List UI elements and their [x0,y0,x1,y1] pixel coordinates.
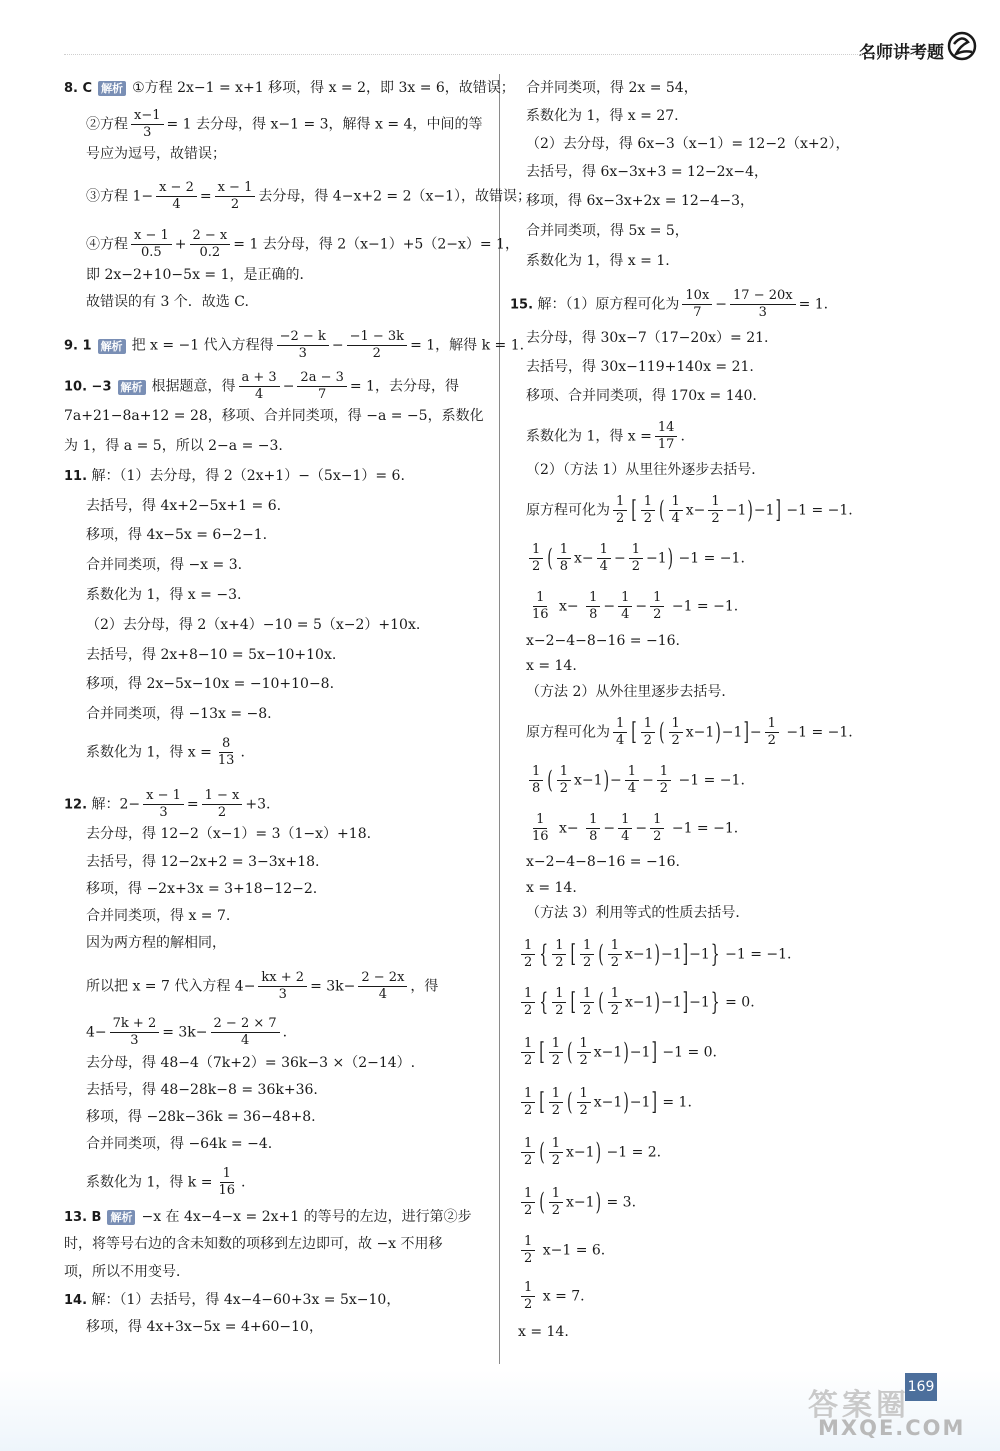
q15-text: x = 7. [542,1288,585,1305]
analysis-tag: 解析 [118,380,146,395]
fraction: $\frac{1}{2}$ [613,494,627,527]
numerator: x − 2 [156,180,197,197]
fraction [211,1016,280,1049]
q15-line-2: 去分母，得 30x−7（17−20x）= 21. [526,330,769,346]
fraction [730,288,796,321]
fraction [215,736,238,769]
denominator: 4 [172,197,181,212]
q10-text: − [282,378,295,395]
q14-number: 14. [64,1293,88,1308]
q12-text: = 3k− [310,978,356,995]
q11-line-3: 移项，得 4x−5x = 6−2−1. [86,527,268,543]
fraction: $\frac{1}{2}$ [641,494,655,527]
q12-line-1 [64,788,270,821]
q12-text: +3. [245,796,271,813]
q13-number: 13. B [64,1210,102,1225]
watermark [808,1388,988,1444]
method-2-title: （方法 2）从外往里逐步去括号． [526,684,736,700]
q15-text: −1 = −1. [671,820,739,837]
numerator: x−1 [131,108,164,125]
numerator: 14 [655,420,678,437]
brand-logo-icon [946,30,978,62]
fraction [190,228,231,261]
fraction [297,370,346,403]
q13-line-2: 时，将等号右边的含未知数的项移到左边即可，故 −x 不用移 [64,1236,443,1252]
q15-text: = 1. [798,296,829,313]
q14-line-6: 去括号，得 6x−3x+3 = 12−2x−4， [526,164,769,180]
watermark-text: 答案圈 [808,1388,910,1423]
q15-text: −1 = −1. [786,724,853,741]
q15-text: −1 = −1. [671,598,739,615]
q12-text: = 3k− [162,1024,208,1041]
method-1-step-3: $\frac{1}{16}$ x− $\frac{1}{8}$ − $\frac{1}{4}$ − $\frac{1}{2}$ −1 = −1. [532,590,739,622]
q12-text: ，得 [410,978,439,995]
q15-text: −1 = 0. [662,1044,717,1061]
q15-text: = 3. [606,1194,637,1211]
denominator: 4 [240,1033,250,1048]
q12-line-5: 合并同类项，得 x = 7. [86,908,231,924]
method-3-step-9: x = 14. [518,1324,569,1340]
q12-line-9: 去分母，得 48−4（7k+2）= 36k−3 ×（2−14）. [86,1055,416,1071]
denominator: 7 [318,387,327,402]
q11-line-6: （2）去分母，得 2（x+4）−10 = 5（x−2）+10x. [86,617,421,633]
denominator: 16 [218,1183,236,1198]
analysis-tag: 解析 [107,1210,135,1225]
numerator: 2 − 2x [358,970,407,987]
q11-line-8: 移项，得 2x−5x−10x = −10+10−8. [86,676,335,692]
q8-text: = 1 去分母，得 2（x−1）+5（2−x）= 1， [233,236,519,253]
q9-text: − [331,337,344,354]
method-3-step-2: $\frac{1}{2}$ { $\frac{1}{2}$ [ $\frac{1}{2}$ ( $\frac{1}{2}$ x−1)−1]−1} = 0. [518,986,755,1019]
denominator: 4 [378,987,388,1002]
q9-text: = 1，解得 k = 1. [410,337,525,354]
q12-text: 所以把 x = 7 代入方程 4− [86,978,256,995]
q12-text: 解：2− [91,796,141,813]
q10-text: 根据题意，得 [151,378,236,395]
q8-line-7: 故错误的有 3 个．故选 C. [86,294,249,310]
q15-line-1 [510,288,828,321]
method-1-step-5: x = 14. [526,658,577,674]
header-dotted-rule [64,54,914,55]
q8-line-4 [86,180,531,213]
q12-line-11: 移项，得 −28k−36k = 36−48+8. [86,1109,316,1125]
numerator: −2 − k [277,329,329,346]
q8-number: 8. C [64,81,93,96]
method-1-step-1: 原方程可化为 $\frac{1}{2}$ [ $\frac{1}{2}$ ( $\frac{1}{4}$ x− $\frac{1}{2}$ −1)−1] −1 = −1. [526,494,853,526]
q10-line-1 [64,370,459,403]
numerator: 2a − 3 [297,370,346,387]
numerator: 8 [219,736,233,753]
denominator: 4 [254,387,264,402]
fraction [131,228,172,261]
q15-text: 原方程可化为 [526,502,610,519]
q14-line-2: 移项，得 4x+3x−5x = 4+60−10， [86,1319,323,1335]
q12-text: 系数化为 1，得 k = [86,1174,213,1191]
denominator: 0.2 [199,245,221,260]
q15-text: 解：（1）原方程可化为 [537,296,680,313]
denominator: 3 [130,1033,139,1048]
q8-text: ②方程 [86,116,128,133]
numerator: x − 1 [143,788,184,805]
fraction [682,288,712,321]
q10-text: = 1，去分母，得 [349,378,459,395]
method-2-step-4: x−2−4−8−16 = −16. [526,854,680,870]
method-2-step-3: $\frac{1}{16}$ x− $\frac{1}{8}$ − $\frac{1}{4}$ − $\frac{1}{2}$ −1 = −1. [532,812,739,844]
q12-line-13 [86,1166,245,1199]
fraction [239,370,280,403]
q11-number: 11. [64,469,88,484]
numerator: 1 [220,1166,234,1183]
denominator: 3 [298,346,307,361]
q12-text: = [186,796,199,813]
denominator: 13 [217,753,235,768]
q8-line-6: 即 2x−2+10−5x = 1，是正确的． [86,267,314,283]
q14-line-7: 移项，得 6x−3x+2x = 12−4−3， [526,193,755,209]
method-3-step-4: $\frac{1}{2}$ [ $\frac{1}{2}$ ( $\frac{1}{2}$ x−1)−1] = 1. [518,1086,692,1119]
denominator: 3 [278,987,287,1002]
q12-text: 4− [86,1024,107,1041]
q12-line-7 [86,970,438,1003]
method-3-title: （方法 3）利用等式的性质去括号． [526,905,750,921]
fraction [143,788,184,821]
q12-number: 12. [64,797,88,813]
q11-text: . [240,744,245,761]
q8-text: ①方程 2x−1 = x+1 移项，得 x = 2，即 3x = 6，故错误； [132,80,515,96]
q11-line-5: 系数化为 1，得 x = −3. [86,587,242,603]
denominator: 3 [159,805,168,820]
q15-number: 15. [510,297,534,313]
q12-line-12: 合并同类项，得 −64k = −4. [86,1136,273,1152]
q11-text: 解：（1）去分母，得 2（2x+1）−（5x−1）= 6. [91,468,405,484]
q8-line-5 [86,228,519,261]
analysis-tag: 解析 [98,339,126,354]
q12-text: . [282,1024,288,1041]
method-3-step-1: $\frac{1}{2}$ { $\frac{1}{2}$ [ $\frac{1}{2}$ ( $\frac{1}{2}$ x−1)−1]−1} −1 = −1. [518,938,791,971]
q8-line-2 [86,108,482,141]
denominator: 2 [217,805,227,820]
q12-line-2: 去分母，得 12−2（x−1）= 3（1−x）+18. [86,826,372,842]
fraction [110,1016,160,1049]
q9-text: 把 x = −1 代入方程得 [131,337,274,354]
method-2-step-5: x = 14. [526,880,577,896]
numerator: 1 − x [202,788,243,805]
q15-line-3: 去括号，得 30x−119+140x = 21. [526,359,754,375]
numerator: 2 − 2 × 7 [211,1016,280,1033]
q14-line-1 [64,1290,400,1311]
q15-text: − [715,296,728,313]
q15-text: −1 = 2. [606,1144,662,1161]
q10-line-3: 为 1，得 a = 5，所以 2−a = −3. [64,438,283,454]
q14-text: 解：（1）去括号，得 4x−4−60+3x = 5x−10， [91,1292,401,1308]
fraction [215,1166,238,1199]
q15-text: = 1. [662,1094,692,1111]
q8-line-3: 号应为逗号，故错误； [86,146,226,162]
q14-line-5: （2）去分母，得 6x−3（x−1）= 12−2（x+2）， [526,136,850,152]
method-3-step-3: $\frac{1}{2}$ [ $\frac{1}{2}$ ( $\frac{1}{2}$ x−1)−1] −1 = 0. [518,1036,717,1069]
page-number: 169 [905,1373,937,1401]
method-3-step-7: $\frac{1}{2}$ x−1 = 6. [518,1234,605,1267]
q15-text: −1 = −1. [725,946,792,963]
fraction [131,108,164,141]
q15-text: 原方程可化为 [526,724,610,741]
denominator: 3 [143,125,152,140]
header-brand: 名师讲考题 [859,43,944,63]
fraction [358,970,407,1003]
fraction: $\frac{1}{4}$ [669,494,683,527]
q8-line-1 [64,78,515,99]
fraction [258,970,307,1003]
q12-line-4: 移项，得 −2x+3x = 3+18−12−2. [86,881,318,897]
q12-text: . [241,1174,246,1191]
q15-line-5 [526,420,685,453]
method-3-step-5: $\frac{1}{2}$ ( $\frac{1}{2}$ x−1) −1 = 2. [518,1136,661,1169]
q8-text: ④方程 [86,236,128,253]
method-1-step-4: x−2−4−8−16 = −16. [526,633,680,649]
denominator: 2 [372,346,381,361]
numerator: 7k + 2 [110,1016,160,1033]
q15-text: −1 = −1. [678,772,745,789]
q11-line-10 [86,736,245,769]
q15-text: −1 = −1. [678,550,745,567]
q14-line-8: 合并同类项，得 5x = 5， [526,223,689,239]
q11-line-2: 去括号，得 4x+2−5x+1 = 6. [86,498,282,514]
method-2-step-1: 原方程可化为 $\frac{1}{4}$ [ $\frac{1}{2}$ ( $\frac{1}{2}$ x−1)−1]− $\frac{1}{2}$ −1 = −1. [526,716,853,748]
q15-text: x−1 = 6. [542,1242,606,1259]
q13-line-1 [64,1207,472,1228]
numerator: 10x [682,288,712,305]
q10-number: 10. −3 [64,379,112,395]
q12-line-6: 因为两方程的解相同， [86,935,226,951]
q15-text: 系数化为 1，得 x = [526,428,652,445]
method-2-step-2: $\frac{1}{8}$ ( $\frac{1}{2}$ x−1)− $\frac{1}{4}$ − $\frac{1}{2}$ −1 = −1. [526,764,745,797]
column-divider [499,74,500,1364]
numerator: kx + 2 [258,970,307,987]
q14-line-9: 系数化为 1，得 x = 1. [526,253,670,269]
q11-text: 系数化为 1，得 x = [86,744,212,761]
fraction [215,180,256,213]
q11-line-4: 合并同类项，得 −x = 3. [86,557,243,573]
q15-text: . [680,428,685,445]
fraction [277,329,329,362]
denominator: 17 [657,437,675,452]
method-3-step-8: $\frac{1}{2}$ x = 7. [518,1280,585,1313]
q13-text: −x 在 4x−4−x = 2x+1 的等号的左边，进行第②步 [141,1209,472,1225]
fraction [347,329,407,362]
fraction: $\frac{1}{2}$ [708,494,722,527]
q15-text: = 0. [725,994,755,1011]
denominator: 7 [693,305,702,320]
numerator: 2 − x [190,228,231,245]
denominator: 2 [230,197,240,212]
denominator: 3 [758,305,767,320]
method-1-title: （2）（方法 1）从里往外逐步去括号． [526,462,766,478]
numerator: 17 − 20x [730,288,796,305]
q8-text: 去分母，得 4−x+2 = 2（x−1），故错误； [258,188,532,205]
q9-line [64,329,524,362]
method-3-step-6: $\frac{1}{2}$ ( $\frac{1}{2}$ x−1) = 3. [518,1186,636,1219]
analysis-tag: 解析 [98,81,126,96]
numerator: −1 − 3k [347,329,407,346]
numerator: x − 1 [131,228,172,245]
q14-line-3: 合并同类项，得 2x = 54， [526,80,698,96]
q9-number: 9. 1 [64,338,92,354]
q12-line-8 [86,1016,287,1049]
q10-line-2: 7a+21−8a+12 = 28，移项、合并同类项，得 −a = −5，系数化 [64,408,484,424]
numerator: x − 1 [215,180,256,197]
q12-line-10: 去括号，得 48−28k−8 = 36k+36. [86,1082,318,1098]
q11-line-1 [64,466,405,487]
denominator: 0.5 [141,245,162,260]
fraction [156,180,197,213]
method-1-step-2: $\frac{1}{2}$ ( $\frac{1}{8}$ x− $\frac{1}{4}$ − $\frac{1}{2}$ −1) −1 = −1. [526,542,745,575]
q11-line-9: 合并同类项，得 −13x = −8. [86,706,272,722]
q15-line-4: 移项、合并同类项，得 170x = 140. [526,388,757,404]
q8-text: = 1 去分母，得 x−1 = 3，解得 x = 4，中间的等 [166,116,483,133]
fraction [202,788,243,821]
q11-line-7: 去括号，得 2x+8−10 = 5x−10+10x. [86,647,337,663]
q12-line-3: 去括号，得 12−2x+2 = 3−3x+18. [86,854,320,870]
q8-text: = [199,188,212,205]
fraction [655,420,678,453]
q14-line-4: 系数化为 1，得 x = 27. [526,108,679,124]
numerator: a + 3 [239,370,280,387]
q8-text: + [174,236,187,253]
q8-text: ③方程 1− [86,188,154,205]
q13-line-3: 项，所以不用变号． [64,1264,190,1280]
watermark-url: MXQE.COM [818,1416,966,1440]
q15-text: −1 = −1. [786,502,853,519]
